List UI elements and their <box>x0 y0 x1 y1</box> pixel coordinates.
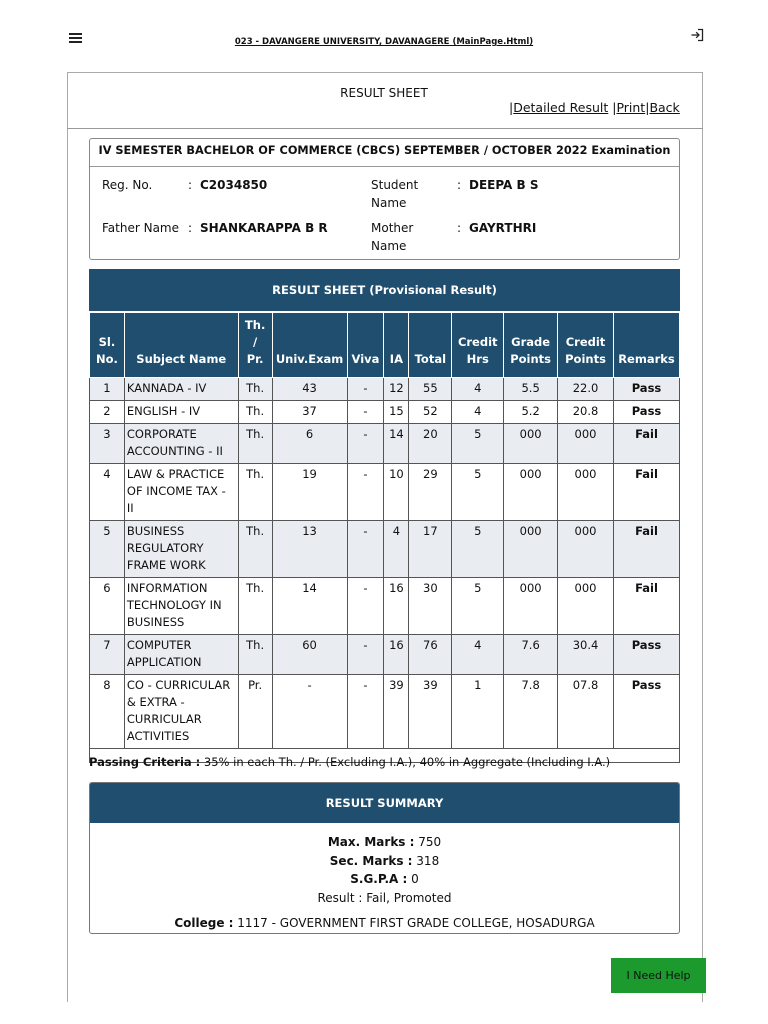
cell-type: Pr. <box>238 675 272 749</box>
cell-subject: BUSINESS REGULATORY FRAME WORK <box>124 521 238 578</box>
cell-univ: 14 <box>272 578 347 635</box>
cell-ia: 14 <box>384 424 409 464</box>
cell-univ: 37 <box>272 401 347 424</box>
col-header-viva: Viva <box>347 312 384 378</box>
cell-grade-points: 5.2 <box>504 401 558 424</box>
cell-viva: - <box>347 521 384 578</box>
sec-marks: Sec. Marks : 318 <box>329 853 440 868</box>
father-name-label: Father Name <box>102 221 179 235</box>
cell-grade-points: 7.6 <box>504 635 558 675</box>
detailed-result-link[interactable]: Detailed Result <box>513 100 609 115</box>
table-row <box>90 464 680 521</box>
top-bar <box>0 0 768 70</box>
link-separator: | <box>645 100 650 115</box>
cell-total: 29 <box>409 464 452 521</box>
cell-credit-hrs: 5 <box>452 578 504 635</box>
cell-remarks: Pass <box>613 675 679 749</box>
col-header-th-pr: Th. / Pr. <box>238 312 272 378</box>
cell-sl: 5 <box>90 521 125 578</box>
colon: : <box>457 221 462 235</box>
passing-criteria <box>89 755 610 769</box>
col-header-univ-exam: Univ.Exam <box>272 312 347 378</box>
cell-sl: 7 <box>90 635 125 675</box>
cell-viva: - <box>347 578 384 635</box>
col-header-credit-points: Credit Points <box>558 312 614 378</box>
col-header-sl: Sl. No. <box>90 312 125 378</box>
table-caption-row <box>90 270 680 312</box>
cell-remarks: Fail <box>613 464 679 521</box>
link-separator: | <box>509 100 514 115</box>
cell-subject: LAW & PRACTICE OF INCOME TAX - II <box>124 464 238 521</box>
cell-credit-hrs: 5 <box>452 424 504 464</box>
student-info-box <box>89 138 680 260</box>
cell-subject: COMPUTER APPLICATION <box>124 635 238 675</box>
cell-ia: 15 <box>384 401 409 424</box>
cell-grade-points: 000 <box>504 424 558 464</box>
cell-univ: 60 <box>272 635 347 675</box>
reg-no-value: C2034850 <box>200 178 268 192</box>
action-links <box>509 100 680 115</box>
cell-remarks: Fail <box>613 578 679 635</box>
cell-credit-points: 30.4 <box>558 635 614 675</box>
cell-grade-points: 000 <box>504 578 558 635</box>
cell-ia: 39 <box>384 675 409 749</box>
colon: : <box>188 178 193 192</box>
cell-type: Th. <box>238 578 272 635</box>
cell-grade-points: 7.8 <box>504 675 558 749</box>
passing-criteria-text: 35% in each Th. / Pr. (Excluding I.A.), 40% in Aggregate (Including I.A.) <box>203 755 611 769</box>
cell-remarks: Pass <box>613 401 679 424</box>
cell-remarks: Pass <box>613 635 679 675</box>
cell-subject: CORPORATE ACCOUNTING - II <box>124 424 238 464</box>
cell-univ: 43 <box>272 378 347 401</box>
sheet-title: RESULT SHEET <box>340 86 428 100</box>
colon: : <box>188 221 193 235</box>
cell-ia: 16 <box>384 635 409 675</box>
cell-ia: 12 <box>384 378 409 401</box>
mother-name-value: GAYRTHRI <box>469 221 537 235</box>
cell-sl: 4 <box>90 464 125 521</box>
cell-total: 52 <box>409 401 452 424</box>
passing-criteria-label: Passing Criteria : <box>89 755 201 769</box>
cell-viva: - <box>347 464 384 521</box>
student-name-value: DEEPA B S <box>469 178 539 192</box>
result-summary <box>89 782 680 934</box>
exam-title: IV SEMESTER BACHELOR OF COMMERCE (CBCS) SEPTEMBER / OCTOBER 2022 Examination <box>98 144 671 157</box>
student-name-label: Student Name <box>371 178 419 210</box>
cell-credit-hrs: 5 <box>452 521 504 578</box>
reg-no-label: Reg. No. <box>102 178 153 192</box>
cell-credit-hrs: 5 <box>452 464 504 521</box>
back-link[interactable]: Back <box>649 100 680 115</box>
exit-icon[interactable] <box>690 28 704 42</box>
cell-remarks: Fail <box>613 424 679 464</box>
table-row <box>90 378 680 401</box>
university-title-link[interactable]: 023 - DAVANGERE UNIVERSITY, DAVANAGERE (MainPage.Html) <box>234 37 534 47</box>
cell-viva: - <box>347 635 384 675</box>
cell-total: 55 <box>409 378 452 401</box>
cell-ia: 10 <box>384 464 409 521</box>
cell-grade-points: 000 <box>504 464 558 521</box>
mother-name-label: Mother Name <box>371 221 414 253</box>
cell-type: Th. <box>238 521 272 578</box>
table-header-row <box>90 312 680 378</box>
cell-univ: 6 <box>272 424 347 464</box>
cell-type: Th. <box>238 635 272 675</box>
cell-viva: - <box>347 675 384 749</box>
cell-total: 39 <box>409 675 452 749</box>
cell-total: 76 <box>409 635 452 675</box>
table-row <box>90 401 680 424</box>
cell-sl: 1 <box>90 378 125 401</box>
table-row <box>90 521 680 578</box>
cell-total: 30 <box>409 578 452 635</box>
cell-ia: 4 <box>384 521 409 578</box>
cell-credit-hrs: 1 <box>452 675 504 749</box>
col-header-grade-points: Grade Points <box>504 312 558 378</box>
cell-grade-points: 000 <box>504 521 558 578</box>
result-status: Result : Fail, Promoted <box>317 890 452 905</box>
cell-total: 17 <box>409 521 452 578</box>
table-row <box>90 424 680 464</box>
cell-credit-hrs: 4 <box>452 635 504 675</box>
col-header-credit-hrs: Credit Hrs <box>452 312 504 378</box>
cell-grade-points: 5.5 <box>504 378 558 401</box>
col-header-total: Total <box>409 312 452 378</box>
cell-subject: KANNADA - IV <box>124 378 238 401</box>
print-link[interactable]: Print <box>616 100 646 115</box>
cell-sl: 6 <box>90 578 125 635</box>
header-divider <box>67 128 703 129</box>
cell-subject: ENGLISH - IV <box>124 401 238 424</box>
cell-total: 20 <box>409 424 452 464</box>
cell-ia: 16 <box>384 578 409 635</box>
cell-univ: 13 <box>272 521 347 578</box>
cell-viva: - <box>347 424 384 464</box>
cell-credit-points: 000 <box>558 578 614 635</box>
cell-credit-points: 000 <box>558 521 614 578</box>
cell-type: Th. <box>238 378 272 401</box>
cell-type: Th. <box>238 464 272 521</box>
cell-viva: - <box>347 401 384 424</box>
cell-subject: INFORMATION TECHNOLOGY IN BUSINESS <box>124 578 238 635</box>
cell-sl: 2 <box>90 401 125 424</box>
col-header-ia: IA <box>384 312 409 378</box>
college: College : 1117 - GOVERNMENT FIRST GRADE COLLEGE, HOSADURGA <box>174 916 595 930</box>
cell-credit-hrs: 4 <box>452 378 504 401</box>
link-separator: | <box>608 100 617 115</box>
cell-sl: 3 <box>90 424 125 464</box>
table-caption: RESULT SHEET (Provisional Result) <box>90 270 680 312</box>
table-row <box>90 635 680 675</box>
need-help-button[interactable]: I Need Help <box>611 958 706 993</box>
result-summary-title: RESULT SUMMARY <box>90 783 679 823</box>
father-name-value: SHANKARAPPA B R <box>200 221 328 235</box>
cell-credit-hrs: 4 <box>452 401 504 424</box>
col-header-subject: Subject Name <box>124 312 238 378</box>
max-marks: Max. Marks : 750 <box>327 835 442 849</box>
cell-univ: - <box>272 675 347 749</box>
cell-type: Th. <box>238 424 272 464</box>
cell-credit-points: 20.8 <box>558 401 614 424</box>
cell-credit-points: 07.8 <box>558 675 614 749</box>
cell-credit-points: 000 <box>558 464 614 521</box>
col-header-remarks: Remarks <box>613 312 679 378</box>
cell-subject: CO - CURRICULAR & EXTRA - CURRICULAR ACTIVITIES <box>124 675 238 749</box>
cell-sl: 8 <box>90 675 125 749</box>
cell-credit-points: 000 <box>558 424 614 464</box>
divider <box>90 166 679 167</box>
sgpa: S.G.P.A : 0 <box>350 872 419 886</box>
cell-remarks: Fail <box>613 521 679 578</box>
result-table <box>89 269 680 763</box>
table-row <box>90 675 680 749</box>
cell-viva: - <box>347 378 384 401</box>
cell-remarks: Pass <box>613 378 679 401</box>
table-row <box>90 578 680 635</box>
cell-univ: 19 <box>272 464 347 521</box>
cell-credit-points: 22.0 <box>558 378 614 401</box>
colon: : <box>457 178 462 192</box>
cell-type: Th. <box>238 401 272 424</box>
